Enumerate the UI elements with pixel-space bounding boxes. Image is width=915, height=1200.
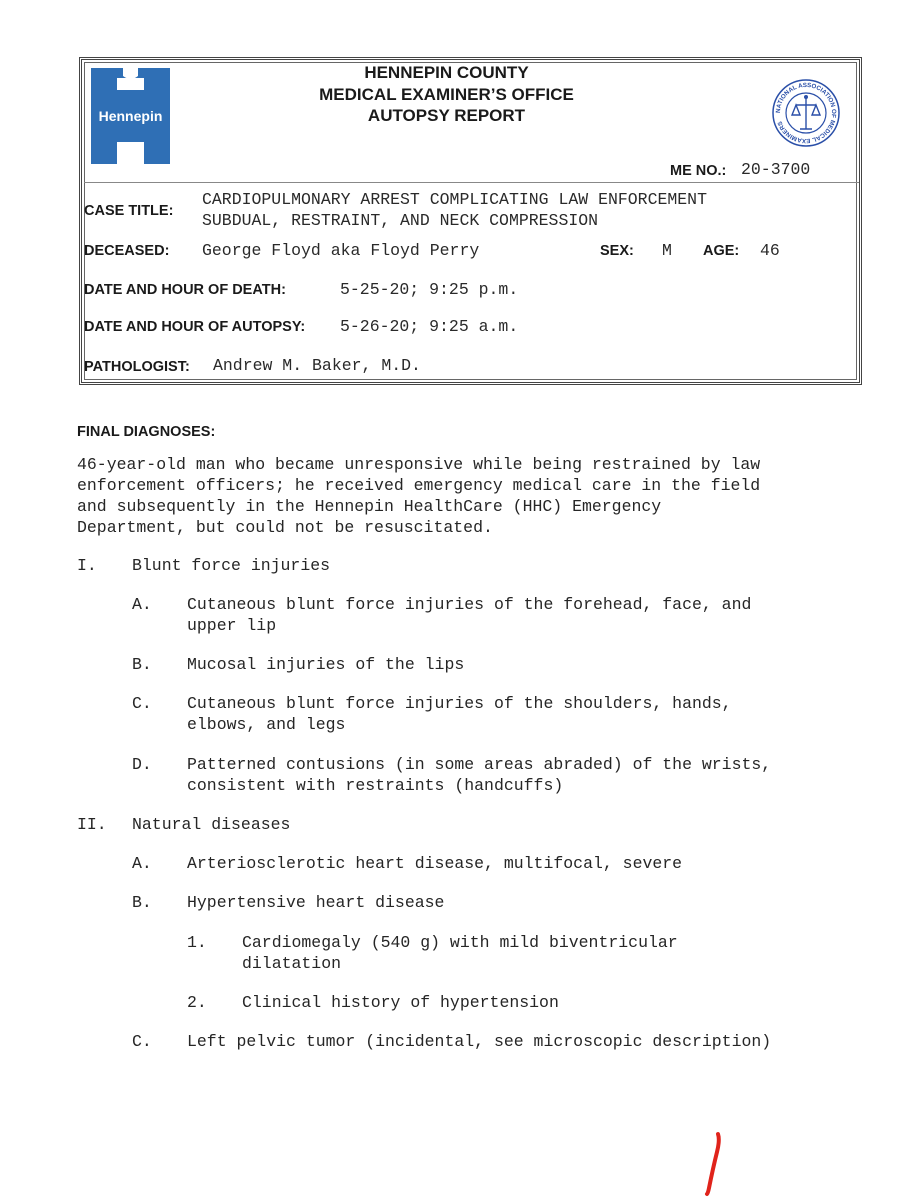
item-text: dilatation xyxy=(242,954,342,973)
item-text: Cutaneous blunt force injuries of the forehead, face, and xyxy=(187,595,752,614)
death-label: DATE AND HOUR OF DEATH: xyxy=(84,282,286,298)
item-number: D. xyxy=(132,755,152,774)
item-number: C. xyxy=(132,1032,152,1051)
item-text: Cutaneous blunt force injuries of the shoulders, hands, xyxy=(187,694,732,713)
item-number: B. xyxy=(132,893,152,912)
deceased-value: George Floyd aka Floyd Perry xyxy=(202,241,480,260)
me-no-label: ME NO.: xyxy=(670,163,727,179)
item-text: upper lip xyxy=(187,616,277,635)
autopsy-value: 5-26-20; 9:25 a.m. xyxy=(340,317,519,336)
death-value: 5-25-20; 9:25 p.m. xyxy=(340,280,519,299)
final-diagnoses-heading: FINAL DIAGNOSES: xyxy=(77,424,216,440)
case-title-label: CASE TITLE: xyxy=(84,203,174,219)
item-number: A. xyxy=(132,595,152,614)
header-divider xyxy=(84,182,859,183)
red-pen-mark-icon xyxy=(700,1130,730,1200)
age-value: 46 xyxy=(760,241,780,260)
item-number: I. xyxy=(77,556,97,575)
item-number: B. xyxy=(132,655,152,674)
sex-label: SEX: xyxy=(600,243,634,259)
pathologist-value: Andrew M. Baker, M.D. xyxy=(213,356,421,375)
item-number: II. xyxy=(77,815,107,834)
item-text: consistent with restraints (handcuffs) xyxy=(187,776,564,795)
item-number: C. xyxy=(132,694,152,713)
case-title-line1: CARDIOPULMONARY ARREST COMPLICATING LAW ENFORCEMENT xyxy=(202,190,707,209)
item-text: Blunt force injuries xyxy=(132,556,331,575)
item-text: Mucosal injuries of the lips xyxy=(187,655,465,674)
logo-text: Hennepin xyxy=(98,108,163,124)
item-text: Arteriosclerotic heart disease, multifocal, severe xyxy=(187,854,683,873)
deceased-label: DECEASED: xyxy=(84,243,170,259)
sex-value: M xyxy=(662,241,672,260)
item-text: Clinical history of hypertension xyxy=(242,993,559,1012)
item-text: Hypertensive heart disease xyxy=(187,893,445,912)
summary-line: enforcement officers; he received emergency medical care in the field xyxy=(77,476,761,495)
item-number: A. xyxy=(132,854,152,873)
item-number: 1. xyxy=(187,933,207,952)
item-text: elbows, and legs xyxy=(187,715,346,734)
office-title: MEDICAL EXAMINER’S OFFICE xyxy=(319,85,574,104)
item-text: Natural diseases xyxy=(132,815,291,834)
seal-text: NATIONAL ASSOCIATION OF MEDICAL EXAMINERS xyxy=(774,81,838,145)
item-text: Patterned contusions (in some areas abraded) of the wrists, xyxy=(187,755,772,774)
county-title: HENNEPIN COUNTY xyxy=(364,63,529,82)
autopsy-label: DATE AND HOUR OF AUTOPSY: xyxy=(84,319,306,335)
pathologist-label: PATHOLOGIST: xyxy=(84,359,190,375)
report-title: AUTOPSY REPORT xyxy=(367,106,526,125)
item-number: 2. xyxy=(187,993,207,1012)
summary-line: and subsequently in the Hennepin HealthCare (HHC) Emergency xyxy=(77,497,662,516)
age-label: AGE: xyxy=(703,243,740,259)
summary-line: 46-year-old man who became unresponsive while being restrained by law xyxy=(77,455,761,474)
summary-line: Department, but could not be resuscitated. xyxy=(77,518,493,537)
item-text: Cardiomegaly (540 g) with mild biventricular xyxy=(242,933,678,952)
case-title-line2: SUBDUAL, RESTRAINT, AND NECK COMPRESSION xyxy=(202,211,599,230)
item-text: Left pelvic tumor (incidental, see microscopic description) xyxy=(187,1032,772,1051)
me-no-value: 20-3700 xyxy=(741,160,811,179)
